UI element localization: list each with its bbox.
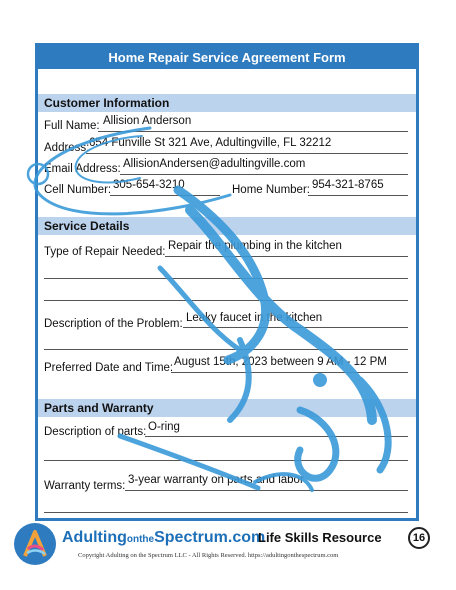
section-service-details: Service Details bbox=[38, 217, 416, 235]
spectrum-logo-icon bbox=[13, 522, 57, 566]
section-customer-information: Customer Information bbox=[38, 94, 416, 112]
home-label: Home Number: bbox=[232, 184, 310, 196]
brand-end: Spectrum.com bbox=[154, 529, 266, 546]
home-line bbox=[308, 195, 408, 196]
parts-desc-label: Description of parts: bbox=[44, 426, 147, 438]
warranty-label: Warranty terms: bbox=[44, 480, 126, 492]
footer-copyright: Copyright Adulting on the Spectrum LLC - All Rights Reserved. https://adultingonthespectrum.com bbox=[78, 552, 339, 559]
cell-value[interactable]: 305-654-3210 bbox=[113, 179, 185, 191]
full-name-value[interactable]: Allision Anderson bbox=[103, 115, 192, 127]
warranty-value[interactable]: 3-year warranty on parts and labor bbox=[128, 474, 304, 486]
full-name-label: Full Name: bbox=[44, 120, 100, 132]
section-parts-and-warranty: Parts and Warranty bbox=[38, 399, 416, 417]
page-number-badge: 16 bbox=[408, 527, 430, 549]
parts-desc-line-2 bbox=[44, 460, 408, 461]
parts-desc-value[interactable]: O-ring bbox=[148, 421, 180, 433]
problem-label: Description of the Problem: bbox=[44, 318, 183, 330]
cell-line bbox=[110, 195, 220, 196]
footer-brand[interactable] bbox=[62, 529, 265, 547]
address-line bbox=[86, 153, 408, 154]
address-value[interactable]: 654 Funville St 321 Ave, Adultingville, FL 32212 bbox=[89, 137, 332, 149]
email-value[interactable]: AllisionAndersen@adultingville.com bbox=[123, 158, 306, 170]
full-name-line bbox=[98, 131, 408, 132]
email-label: Email Address: bbox=[44, 163, 121, 175]
repair-type-line bbox=[165, 256, 408, 257]
datetime-label: Preferred Date and Time: bbox=[44, 362, 174, 374]
home-value[interactable]: 954-321-8765 bbox=[312, 179, 384, 191]
repair-type-line-3 bbox=[44, 300, 408, 301]
address-label: Address: bbox=[44, 142, 90, 154]
problem-line-2 bbox=[44, 349, 408, 350]
brand-main: Adulting bbox=[62, 529, 127, 546]
brand-small: onthe bbox=[126, 534, 155, 545]
repair-type-label: Type of Repair Needed: bbox=[44, 246, 166, 258]
datetime-value[interactable]: August 15th, 2023 between 9 AM - 12 PM bbox=[174, 356, 387, 368]
parts-desc-line bbox=[145, 436, 408, 437]
form-frame bbox=[35, 43, 419, 521]
cell-label: Cell Number: bbox=[44, 184, 112, 196]
datetime-line bbox=[171, 372, 408, 373]
warranty-line-2 bbox=[44, 512, 408, 513]
warranty-line bbox=[125, 490, 408, 491]
repair-type-line-2 bbox=[44, 278, 408, 279]
form-title: Home Repair Service Agreement Form bbox=[38, 46, 416, 69]
email-line bbox=[120, 174, 408, 175]
problem-line bbox=[183, 327, 408, 328]
problem-value[interactable]: Leaky faucet in the kitchen bbox=[186, 312, 323, 324]
footer-tagline: Life Skills Resource bbox=[258, 530, 382, 545]
repair-type-value[interactable]: Repair the plumbing in the kitchen bbox=[168, 240, 342, 252]
